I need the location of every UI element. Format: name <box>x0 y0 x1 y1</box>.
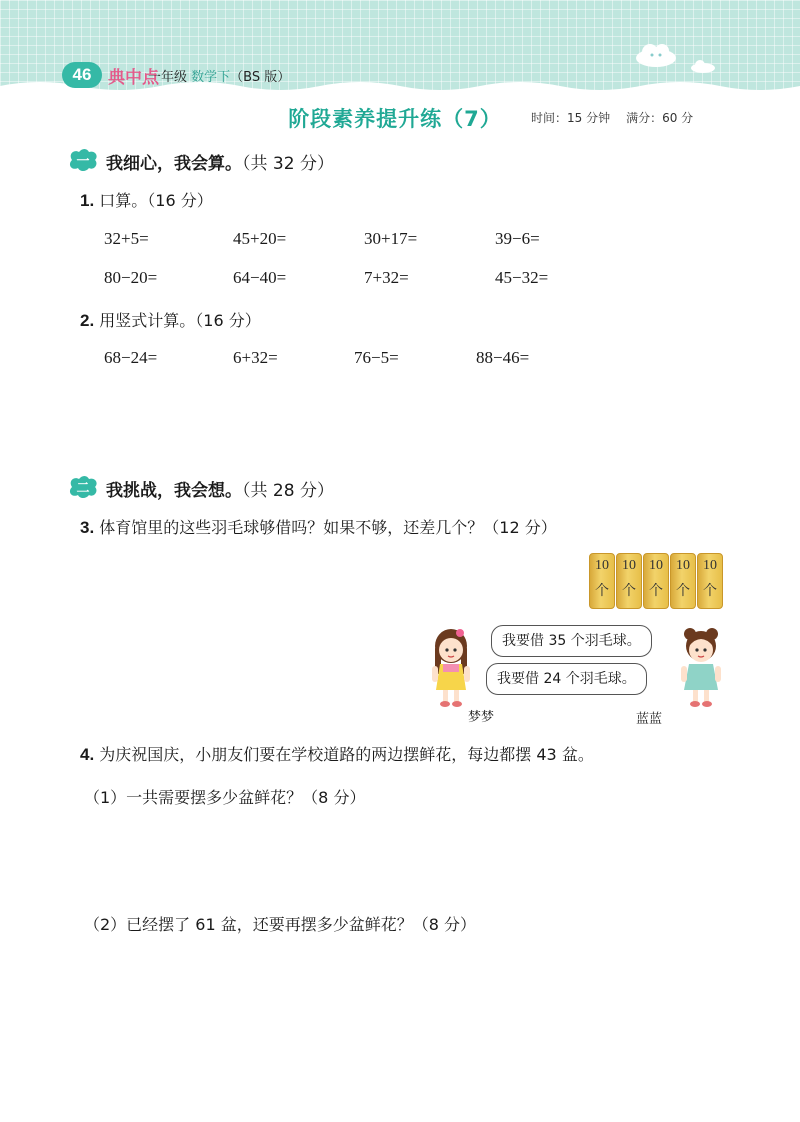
vertical-calc-item: 76−5= <box>354 348 399 367</box>
svg-text:二: 二 <box>76 481 90 496</box>
girl-lanlan-illustration <box>676 624 726 708</box>
vertical-calc-item: 68−24= <box>104 348 158 367</box>
name-lanlan: 蓝蓝 <box>636 712 663 727</box>
question-4-part-1: （1）一共需要摆多少盆鲜花？（8 分） <box>84 788 366 807</box>
shuttlecock-tube: 10 个 <box>643 553 669 609</box>
subject-label: 数学下 <box>191 70 231 85</box>
section-2-badge <box>68 476 98 498</box>
exam-meta <box>531 109 693 126</box>
page-number: 46 <box>62 62 102 88</box>
section-2-heading <box>106 476 334 501</box>
question-2-number: 2. <box>80 311 95 330</box>
question-4-number: 4. <box>80 745 95 764</box>
calc-item: 45+20= <box>233 229 287 248</box>
question-2-text: 用竖式计算。（16 分） <box>99 311 261 330</box>
cloud-icon <box>632 40 680 70</box>
small-cloud-icon <box>690 58 716 74</box>
section-1-points: （共 32 分） <box>242 154 334 174</box>
vertical-calc-item: 88−46= <box>476 348 530 367</box>
calc-item: 64−40= <box>233 268 287 287</box>
grade-label: 一年级 <box>148 70 188 85</box>
question-3 <box>80 515 557 538</box>
section-1-heading <box>106 149 334 174</box>
vertical-calc-item: 6+32= <box>233 348 278 367</box>
section-1-badge <box>68 149 98 171</box>
edition-label: （BS 版） <box>230 70 291 85</box>
calc-item: 32+5= <box>104 229 149 248</box>
calc-item: 39−6= <box>495 229 540 248</box>
question-1-number: 1. <box>80 191 95 210</box>
shuttlecock-tube: 10 个 <box>589 553 615 609</box>
girl-mengmeng-illustration <box>426 624 476 708</box>
shuttlecock-tube: 10 个 <box>697 553 723 609</box>
question-1 <box>80 188 213 211</box>
svg-text:一: 一 <box>76 154 90 169</box>
question-3-text: 体育馆里的这些羽毛球够借吗？如果不够，还差几个？（12 分） <box>99 518 557 537</box>
full-score: 满分：60 分 <box>626 111 694 125</box>
shuttlecock-tube: 10 个 <box>670 553 696 609</box>
page-title: 阶段素养提升练（7） <box>288 107 502 131</box>
question-2 <box>80 308 261 331</box>
calc-item: 30+17= <box>364 229 418 248</box>
section-1-title: 我细心，我会算。 <box>106 154 242 174</box>
time-limit: 时间：15 分钟 <box>531 111 611 125</box>
section-2-title: 我挑战，我会想。 <box>106 481 242 501</box>
question-4-text: 为庆祝国庆，小朋友们要在学校道路的两边摆鲜花，每边都摆 43 盆。 <box>99 745 594 764</box>
speech-bubble-mengmeng: 我要借 24 个羽毛球。 <box>486 663 647 695</box>
question-3-number: 3. <box>80 518 95 537</box>
name-mengmeng: 梦梦 <box>468 710 495 725</box>
question-4 <box>80 742 594 765</box>
question-1-text: 口算。（16 分） <box>99 191 213 210</box>
shuttlecock-tube: 10 个 <box>616 553 642 609</box>
book-title <box>148 66 290 85</box>
question-4-part-2: （2）已经摆了 61 盆，还要再摆多少盆鲜花？（8 分） <box>84 915 476 934</box>
section-2-points: （共 28 分） <box>242 481 334 501</box>
calc-item: 7+32= <box>364 268 409 287</box>
speech-bubble-lanlan: 我要借 35 个羽毛球。 <box>491 625 652 657</box>
calc-item: 80−20= <box>104 268 158 287</box>
calc-item: 45−32= <box>495 268 549 287</box>
brand-logo: 典中点 <box>108 68 159 88</box>
